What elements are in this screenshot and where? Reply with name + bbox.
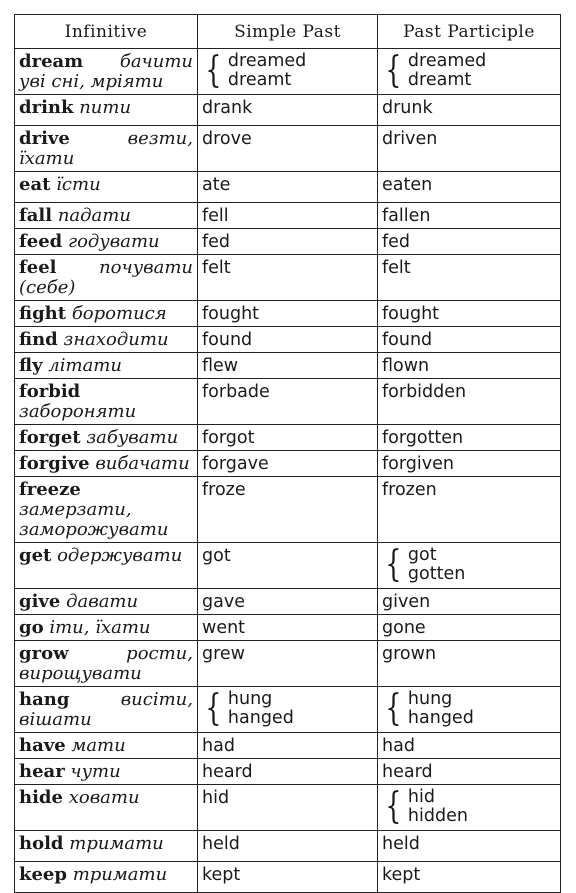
past-participle-cell	[378, 641, 561, 687]
verb-form: forbidden	[382, 382, 467, 402]
simple-past-cell	[198, 785, 378, 831]
past-participle-cell-variants	[382, 788, 556, 826]
infinitive-cell	[15, 425, 198, 451]
verb-form: kept	[382, 865, 421, 885]
verb-translation: літати	[48, 355, 122, 376]
simple-past-cell	[198, 477, 378, 543]
verb-form: forgotten	[382, 428, 464, 448]
brace-mark: {	[385, 544, 402, 585]
simple-past-cell	[198, 327, 378, 353]
simple-past-cell	[198, 543, 378, 589]
simple-past-cell	[198, 353, 378, 379]
brace-mark: {	[385, 786, 402, 827]
infinitive-cell	[15, 327, 198, 353]
verb-infinitive: grow	[19, 643, 69, 664]
verb-form: drove	[202, 129, 252, 149]
simple-past-cell	[198, 759, 378, 785]
verb-form: drank	[202, 98, 253, 118]
infinitive-cell	[15, 451, 198, 477]
verb-translation: іти, їхати	[49, 617, 151, 638]
verb-form: forbade	[202, 382, 270, 402]
brace-mark: {	[385, 50, 402, 91]
verb-form: forgave	[202, 454, 269, 474]
verb-form: dreamed	[407, 51, 487, 71]
table-row	[15, 229, 561, 255]
verb-form: fallen	[382, 206, 431, 226]
table-row	[15, 425, 561, 451]
infinitive-cell	[15, 255, 198, 301]
past-participle-cell	[378, 95, 561, 126]
verb-translation: їсти	[56, 174, 101, 195]
infinitive-cell	[15, 379, 198, 425]
table-row	[15, 379, 561, 425]
verb-form: kept	[202, 865, 241, 885]
verb-form: found	[202, 330, 253, 350]
verb-infinitive: dream	[19, 51, 84, 72]
verb-form: grown	[382, 644, 437, 664]
table-row	[15, 172, 561, 203]
verb-form: ate	[202, 175, 231, 195]
past-participle-cell	[378, 203, 561, 229]
simple-past-cell-variants	[202, 52, 373, 90]
past-participle-cell	[378, 615, 561, 641]
verb-form: frozen	[382, 480, 437, 500]
infinitive-cell	[15, 477, 198, 543]
verb-translation: тримати	[72, 864, 168, 885]
verb-form: heard	[382, 762, 433, 782]
verb-translation: вибачати	[95, 453, 190, 474]
past-participle-cell	[378, 785, 561, 831]
infinitive-cell	[15, 785, 198, 831]
verb-form: got	[202, 546, 231, 566]
past-participle-cell	[378, 477, 561, 543]
verb-form: hid	[407, 787, 435, 807]
simple-past-cell	[198, 641, 378, 687]
verb-form: fought	[382, 304, 440, 324]
table-row	[15, 451, 561, 477]
verb-form: went	[202, 618, 246, 638]
simple-past-cell	[198, 126, 378, 172]
infinitive-cell	[15, 172, 198, 203]
simple-past-cell	[198, 831, 378, 862]
past-participle-cell	[378, 229, 561, 255]
simple-past-cell	[198, 379, 378, 425]
header-infinitive: Infinitive	[15, 15, 198, 49]
past-participle-cell	[378, 255, 561, 301]
past-participle-cell-variants	[382, 546, 556, 584]
verb-translation: тримати	[69, 833, 164, 854]
verb-translation: одержувати	[57, 545, 183, 566]
table-row	[15, 126, 561, 172]
verb-translation: бачити уві сні, мріяти	[19, 51, 193, 92]
simple-past-cell	[198, 255, 378, 301]
verb-translation: падати	[57, 205, 131, 226]
simple-past-cell	[198, 95, 378, 126]
infinitive-cell	[15, 353, 198, 379]
verb-translation: давати	[66, 591, 139, 612]
verb-form: hanged	[407, 708, 474, 728]
verb-form: dreamt	[227, 70, 292, 90]
table-row	[15, 95, 561, 126]
verb-form: forgiven	[382, 454, 454, 474]
verb-translation: чути	[70, 761, 121, 782]
verb-form: held	[202, 834, 240, 854]
verb-infinitive: go	[19, 617, 44, 638]
verb-form: had	[382, 736, 415, 756]
verb-form: dreamed	[227, 51, 307, 71]
past-participle-cell	[378, 589, 561, 615]
verb-form: gone	[382, 618, 426, 638]
past-participle-cell	[378, 172, 561, 203]
simple-past-cell	[198, 687, 378, 733]
verb-form: grew	[202, 644, 245, 664]
past-participle-cell	[378, 687, 561, 733]
infinitive-cell	[15, 831, 198, 862]
simple-past-cell	[198, 425, 378, 451]
table-row	[15, 49, 561, 95]
verb-form: got	[407, 545, 437, 565]
infinitive-cell	[15, 615, 198, 641]
past-participle-cell	[378, 301, 561, 327]
verb-form: dreamt	[407, 70, 472, 90]
verb-form: felt	[202, 258, 231, 278]
table-row	[15, 255, 561, 301]
table-row	[15, 203, 561, 229]
verb-infinitive: feel	[19, 257, 57, 278]
verb-infinitive: fly	[19, 355, 43, 376]
past-participle-cell	[378, 425, 561, 451]
verb-form: hid	[202, 788, 230, 808]
simple-past-cell	[198, 733, 378, 759]
verb-form: given	[382, 592, 431, 612]
table-body	[15, 49, 561, 893]
table-row	[15, 301, 561, 327]
verb-form: fell	[202, 206, 229, 226]
verb-form: gave	[202, 592, 245, 612]
infinitive-cell	[15, 229, 198, 255]
simple-past-cell-variants	[202, 690, 373, 728]
verb-form: hung	[407, 689, 453, 709]
verb-form: gotten	[407, 564, 466, 584]
verb-translation: мати	[71, 735, 126, 756]
verb-form: hidden	[407, 806, 468, 826]
verb-form: fed	[202, 232, 231, 252]
verb-form: felt	[382, 258, 411, 278]
verb-translation: забувати	[86, 427, 179, 448]
verb-translation: висіти, вішати	[19, 689, 193, 730]
verb-form: had	[202, 736, 235, 756]
past-participle-cell	[378, 126, 561, 172]
infinitive-cell	[15, 95, 198, 126]
verb-infinitive: drive	[19, 128, 70, 149]
verb-translation: пити	[79, 97, 132, 118]
verb-infinitive: forget	[19, 427, 81, 448]
brace-mark: {	[205, 50, 222, 91]
infinitive-cell	[15, 641, 198, 687]
verb-form: flown	[382, 356, 430, 376]
verb-infinitive: freeze	[19, 479, 81, 500]
infinitive-cell	[15, 687, 198, 733]
verb-form: drunk	[382, 98, 433, 118]
table-row	[15, 353, 561, 379]
verb-translation: годувати	[67, 231, 160, 252]
table-row	[15, 687, 561, 733]
brace-mark: {	[385, 688, 402, 729]
verb-form: hung	[227, 689, 273, 709]
verb-form: eaten	[382, 175, 433, 195]
infinitive-cell	[15, 759, 198, 785]
verb-infinitive: fall	[19, 205, 53, 226]
infinitive-cell	[15, 203, 198, 229]
past-participle-cell	[378, 49, 561, 95]
verb-form: driven	[382, 129, 438, 149]
verb-infinitive: hide	[19, 787, 63, 808]
verb-form: flew	[202, 356, 239, 376]
brace-mark: {	[205, 688, 222, 729]
verb-infinitive: drink	[19, 97, 74, 118]
table-row	[15, 785, 561, 831]
verb-infinitive: forgive	[19, 453, 90, 474]
table-row	[15, 477, 561, 543]
past-participle-cell	[378, 831, 561, 862]
verb-infinitive: have	[19, 735, 66, 756]
verb-translation: ховати	[68, 787, 140, 808]
verb-form: froze	[202, 480, 246, 500]
verb-infinitive: hang	[19, 689, 70, 710]
simple-past-cell	[198, 172, 378, 203]
infinitive-cell	[15, 733, 198, 759]
table-row	[15, 641, 561, 687]
table-row	[15, 543, 561, 589]
simple-past-cell	[198, 451, 378, 477]
past-participle-cell	[378, 353, 561, 379]
verb-form: fought	[202, 304, 260, 324]
verb-translation: везти, їхати	[19, 128, 193, 169]
past-participle-cell	[378, 759, 561, 785]
verb-infinitive: feed	[19, 231, 63, 252]
infinitive-cell	[15, 126, 198, 172]
past-participle-cell	[378, 327, 561, 353]
verb-infinitive: hear	[19, 761, 65, 782]
simple-past-cell	[198, 203, 378, 229]
verb-translation: знаходити	[63, 329, 169, 350]
past-participle-cell-variants	[382, 690, 556, 728]
infinitive-cell	[15, 301, 198, 327]
past-participle-cell	[378, 733, 561, 759]
verb-translation: забороняти	[19, 401, 137, 422]
verb-infinitive: keep	[19, 864, 67, 885]
table-row	[15, 733, 561, 759]
verb-infinitive: eat	[19, 174, 51, 195]
verb-form: held	[382, 834, 420, 854]
infinitive-cell	[15, 543, 198, 589]
simple-past-cell	[198, 301, 378, 327]
table-row	[15, 615, 561, 641]
verb-translation: рости, вирощувати	[19, 643, 193, 684]
simple-past-cell	[198, 229, 378, 255]
table-row	[15, 831, 561, 862]
simple-past-cell	[198, 615, 378, 641]
verb-infinitive: get	[19, 545, 52, 566]
verb-infinitive: forbid	[19, 381, 81, 402]
irregular-verbs-table	[14, 14, 561, 893]
past-participle-cell	[378, 379, 561, 425]
table-row	[15, 759, 561, 785]
header-simple-past: Simple Past	[198, 15, 378, 49]
header-past-participle: Past Participle	[378, 15, 561, 49]
table-row	[15, 327, 561, 353]
infinitive-cell	[15, 589, 198, 615]
simple-past-cell	[198, 589, 378, 615]
verb-translation: почувати (себе)	[19, 257, 193, 298]
verb-infinitive: hold	[19, 833, 64, 854]
past-participle-cell-variants	[382, 52, 556, 90]
verb-form: hanged	[227, 708, 294, 728]
verb-infinitive: find	[19, 329, 58, 350]
verb-infinitive: fight	[19, 303, 67, 324]
infinitive-cell	[15, 49, 198, 95]
table-row	[15, 589, 561, 615]
simple-past-cell	[198, 49, 378, 95]
verb-form: heard	[202, 762, 253, 782]
verb-infinitive: give	[19, 591, 61, 612]
verb-translation: боротися	[71, 303, 167, 324]
verb-form: fed	[382, 232, 411, 252]
header-row	[15, 15, 561, 49]
verb-form: found	[382, 330, 433, 350]
past-participle-cell	[378, 543, 561, 589]
verb-translation: замерзати, заморожувати	[19, 499, 169, 540]
past-participle-cell	[378, 451, 561, 477]
verb-form: forgot	[202, 428, 255, 448]
